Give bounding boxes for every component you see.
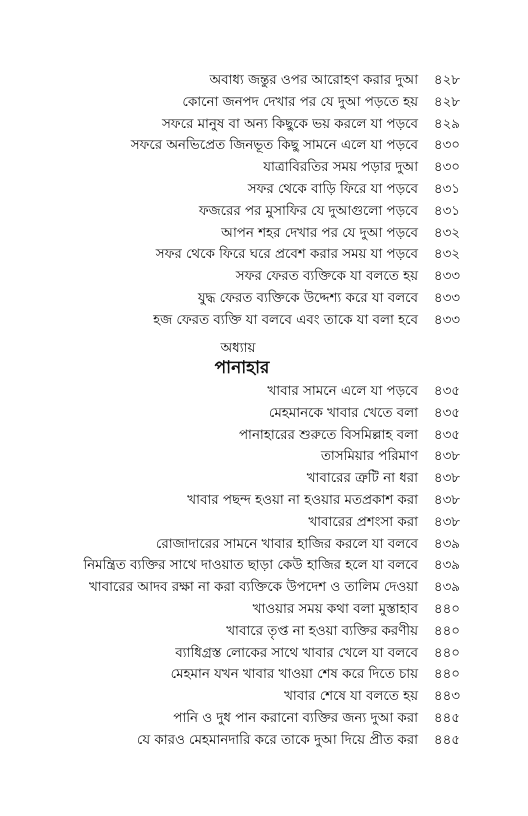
entry-title: যাত্রাবিরতির সময় পড়ার দুআ	[263, 160, 418, 176]
toc-entry	[60, 201, 460, 223]
entry-title: পানাহারের শুরুতে বিসমিল্লাহ বলা	[238, 427, 418, 443]
entry-page: ৪২৯	[433, 116, 460, 132]
entry-title: আপন শহর দেখার পর যে দুআ পড়বে	[221, 225, 418, 241]
entry-page: ৪৩৮	[433, 471, 460, 487]
entry-title: যুদ্ধ ফেরত ব্যক্তিকে উদ্দেশ্য করে যা বলবে	[197, 290, 418, 306]
entry-title: নিমন্ত্রিত ব্যক্তির সাথে দাওয়াত ছাড়া কেউ হাজির হলে যা বলবে	[83, 558, 418, 574]
entry-title: খাবারের প্রশংসা করা	[308, 514, 418, 530]
chapter-label: অধ্যায়	[220, 340, 256, 356]
toc-entry	[60, 643, 460, 665]
entry-title: পানি ও দুধ পান করানো ব্যক্তির জন্য দুআ করা	[173, 710, 418, 726]
entry-title: খাবার শেষে যা বলতে হয়	[284, 689, 418, 705]
entry-title: সফরে অনভিপ্রেত জিনভূত কিছু সামনে এলে যা পড়বে	[130, 138, 418, 154]
entry-page: ৪২৮	[433, 94, 460, 110]
entry-page: ৪৪০	[433, 667, 460, 683]
toc-entry	[60, 534, 460, 556]
entry-title: খাবার পছন্দ হওয়া না হওয়ার মতপ্রকাশ করা	[187, 492, 418, 508]
entry-page: ৪৩৩	[433, 290, 460, 306]
toc-entry	[60, 555, 460, 577]
toc-entry	[60, 266, 460, 288]
entry-title: ব্যাধিগ্রস্ত লোকের সাথে খাবার খেলে যা বলবে	[175, 645, 418, 661]
toc-entry	[60, 223, 460, 245]
entry-title: মেহমান যখন খাবার খাওয়া শেষ করে দিতে চায়	[170, 667, 418, 683]
toc-list-food	[60, 381, 460, 752]
entry-title: ফজরের পর মুসাফির যে দুআগুলো পড়বে	[198, 203, 418, 219]
entry-title: অবাধ্য জন্তুর ওপর আরোহণ করার দুআ	[209, 73, 418, 88]
entry-page: ৪৩৯	[433, 558, 460, 574]
entry-title: সফর থেকে ফিরে ঘরে প্রবেশ করার সময় যা পড়বে	[155, 247, 418, 263]
entry-page: ৪৩৫	[433, 405, 460, 421]
entry-page: ৪৪০	[433, 601, 460, 617]
entry-title: খাবারের আদব রক্ষা না করা ব্যক্তিকে উপদেশ ও তালিম দেওয়া	[88, 580, 418, 596]
entry-page: ৪৪৫	[433, 732, 460, 748]
entry-page: ৪৩০	[433, 160, 460, 176]
chapter-title: পানাহার	[214, 358, 270, 378]
entry-page: ৪৩১	[433, 181, 460, 197]
entry-page: ৪৩৮	[433, 514, 460, 530]
toc-entry	[60, 425, 460, 447]
entry-page: ৪৪০	[433, 623, 460, 639]
entry-page: ৪৩০	[433, 138, 460, 154]
entry-title: তাসমিয়ার পরিমাণ	[320, 449, 418, 465]
toc-entry	[60, 708, 460, 730]
toc-entry	[60, 403, 460, 425]
toc-entry	[60, 664, 460, 686]
entry-title: মেহমানকে খাবার খেতে বলা	[268, 405, 418, 421]
entry-page: ৪৩২	[433, 247, 460, 263]
entry-page: ৪৩৯	[433, 536, 460, 552]
toc-entry	[60, 157, 460, 179]
entry-page: ৪৪৩	[433, 689, 460, 705]
entry-title: কোনো জনপদ দেখার পর যে দুআ পড়তে হয়	[182, 94, 418, 110]
toc-entry	[60, 468, 460, 490]
entry-title: সফর থেকে বাড়ি ফিরে যা পড়বে	[247, 181, 418, 197]
toc-entry	[60, 70, 460, 92]
toc-list-travel	[60, 70, 460, 332]
toc-entry	[60, 92, 460, 114]
entry-title: সফরে মানুষ বা অন্য কিছুকে ভয় করলে যা পড়বে	[161, 116, 418, 132]
toc-entry	[60, 686, 460, 708]
toc-entry	[60, 114, 460, 136]
toc-entry	[60, 381, 460, 403]
toc-entry	[60, 135, 460, 157]
entry-page: ৪৩৩	[433, 312, 460, 328]
toc-entry	[60, 179, 460, 201]
toc-entry	[60, 512, 460, 534]
entry-page: ৪৩৫	[433, 384, 460, 399]
entry-title: খাবারে তৃপ্ত না হওয়া ব্যক্তির করণীয়	[226, 623, 418, 639]
toc-entry	[60, 446, 460, 468]
toc-entry	[60, 621, 460, 643]
entry-page: ৪৩৮	[433, 449, 460, 465]
entry-title: যে কারও মেহমানদারি করে তাকে দুআ দিয়ে প্রীত করা	[136, 732, 418, 748]
entry-page: ৪৩৮	[433, 492, 460, 508]
toc-entry	[60, 244, 460, 266]
entry-page: ৪৩২	[433, 225, 460, 241]
entry-title: হজ ফেরত ব্যক্তি যা বলবে এবং তাকে যা বলা হবে	[153, 312, 418, 328]
entry-title: সফর ফেরত ব্যক্তিকে যা বলতে হয়	[235, 269, 418, 285]
toc-entry	[60, 730, 460, 752]
entry-page: ৪৩৫	[433, 427, 460, 443]
entry-page: ৪৪০	[433, 645, 460, 661]
toc-entry	[60, 310, 460, 332]
entry-page: ৪৩৩	[433, 269, 460, 285]
toc-entry	[60, 599, 460, 621]
entry-title: খাওয়ার সময় কথা বলা মুস্তাহাব	[252, 601, 418, 617]
toc-entry	[60, 490, 460, 512]
toc-entry	[60, 577, 460, 599]
entry-page: ৪২৮	[433, 73, 460, 88]
entry-page: ৪৩১	[433, 203, 460, 219]
entry-title: খাবারের ত্রুটি না ধরা	[306, 471, 418, 487]
toc-entry	[60, 288, 460, 310]
entry-title: রোজাদারের সামনে খাবার হাজির করলে যা বলবে	[155, 536, 418, 552]
entry-page: ৪৪৫	[433, 710, 460, 726]
entry-title: খাবার সামনে এলে যা পড়বে	[267, 384, 418, 399]
entry-page: ৪৩৯	[433, 580, 460, 596]
